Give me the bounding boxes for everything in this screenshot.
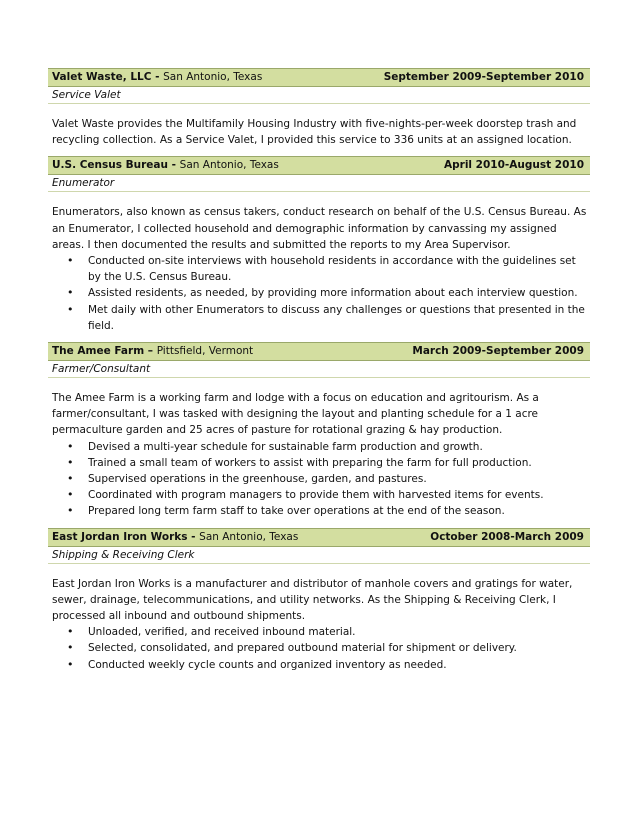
job-entry [48,68,590,152]
company-name: The Amee Farm – [52,345,157,358]
job-header-bar [48,528,590,547]
job-title: Enumerator [48,175,590,192]
job-dates: October 2008-March 2009 [430,530,584,543]
job-bullet-list [48,253,590,334]
job-title: Farmer/Consultant [48,361,590,378]
job-bullet-item: • Coordinated with program managers to provide them with harvested items for events. [48,487,590,503]
job-location: San Antonio, Texas [179,159,279,172]
job-bullet-item: • Prepared long term farm staff to take over operations at the end of the season. [48,503,590,519]
job-description: The Amee Farm is a working farm and lodge with a focus on education and agritourism. As a farmer/consultant, I was tasked with designing the layout and planting schedule for a 1 acre permaculture garden and 25 acres of pasture for rotational grazing & hay production. [52,392,539,437]
job-bullet-item: • Unloaded, verified, and received inbound material. [48,624,590,640]
job-location: San Antonio, Texas [199,530,299,543]
job-company-location [52,69,262,86]
job-company-location [52,529,298,546]
job-entry [48,156,590,338]
company-name: U.S. Census Bureau - [52,159,180,172]
job-bullet-item: • Selected, consolidated, and prepared outbound material for shipment or delivery. [48,640,590,656]
spacer [48,673,590,677]
job-bullet-list [48,439,590,520]
job-header-bar [48,342,590,361]
job-company-location [52,157,279,174]
job-bullet-item: • Conducted on-site interviews with household residents in accordance with the guidelines set by the U.S. Census Bureau. [48,253,590,285]
job-bullet-item: • Conducted weekly cycle counts and organized inventory as needed. [48,657,590,673]
job-title: Shipping & Receiving Clerk [48,547,590,564]
job-entry [48,528,590,677]
job-description: East Jordan Iron Works is a manufacturer and distributor of manhole covers and gratings for water, sewer, drainage, telecommunications, and utility networks. As the Shipping & Receiving Clerk, I processed all inbound and outbound shipments. [52,577,573,623]
job-bullet-item: • Assisted residents, as needed, by providing more information about each interview question. [48,285,590,301]
job-company-location [52,343,253,360]
job-header-bar [48,156,590,175]
job-bullet-item: • Met daily with other Enumerators to discuss any challenges or questions that presented in the field. [48,302,590,334]
job-description: Enumerators, also known as census takers, conduct research on behalf of the U.S. Census Bureau. As an Enumerator, I collected household and demographic information by canvassing my assigned areas. I then documented the results and submitted the reports to my Area Supervisor. [52,206,587,251]
company-name: Valet Waste, LLC - [52,71,164,83]
job-bullet-item: • Trained a small team of workers to assist with preparing the farm for full production. [48,455,590,471]
job-dates: April 2010-August 2010 [444,159,584,172]
job-location: San Antonio, Texas [163,71,263,83]
resume-experience-section [48,68,590,681]
job-dates: March 2009-September 2009 [412,345,584,358]
job-location: Pittsfield, Vermont [156,345,254,358]
job-description: Valet Waste provides the Multifamily Housing Industry with five-nights-per-week doorstep trash and recycling collection. As a Service Valet, I provided this service to 336 units at an assigned location. [52,118,577,147]
company-name: East Jordan Iron Works - [52,530,200,543]
job-dates: September 2009-September 2010 [383,71,584,83]
spacer [48,520,590,524]
job-bullet-item: • Supervised operations in the greenhouse, garden, and pastures. [48,471,590,487]
job-bullet-list [48,624,590,673]
job-bullet-item: • Devised a multi-year schedule for sustainable farm production and growth. [48,439,590,455]
spacer [48,334,590,338]
job-header-bar [48,68,590,87]
spacer [48,148,590,152]
job-title: Service Valet [48,87,590,104]
job-entry [48,342,590,524]
